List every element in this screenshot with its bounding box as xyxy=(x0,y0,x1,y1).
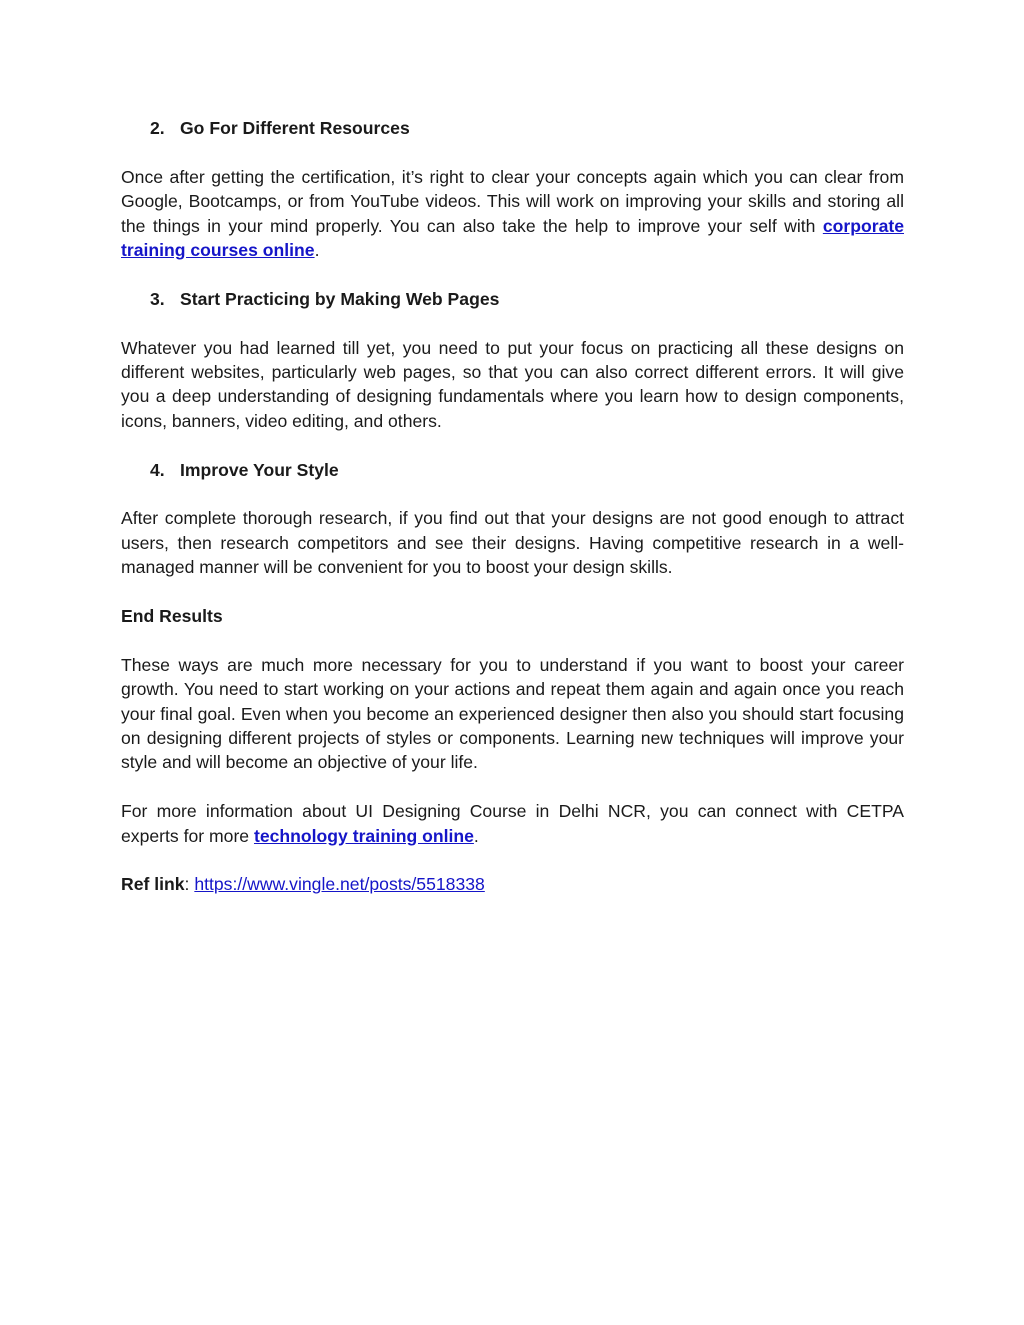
section-number: 4. xyxy=(150,459,165,480)
paragraph-text: Once after getting the certification, it’s right to clear your concepts again which you can clear from Google, Bootcamps, or from YouTube videos. This will work on improving your skills and storing all the things in your mind properly. You can also take the help to improve your self with xyxy=(121,166,904,236)
section-heading-2 xyxy=(121,116,904,140)
section-title: Improve Your Style xyxy=(180,459,339,480)
more-info-paragraph xyxy=(121,799,904,848)
ref-link-line xyxy=(121,872,904,896)
section-title: Go For Different Resources xyxy=(180,118,410,138)
section-number: 2. xyxy=(150,118,165,138)
ref-link-label: Ref link xyxy=(121,874,185,895)
section-heading-4 xyxy=(121,458,904,482)
end-results-heading: End Results xyxy=(121,606,223,627)
document-page xyxy=(121,116,904,921)
section-heading-3 xyxy=(121,287,904,311)
section-number: 3. xyxy=(150,288,165,309)
section-paragraph-3: Whatever you had learned till yet, you need to put your focus on practicing all these designs on different websites, particularly web pages, so that you can also correct different errors. It will give you a deep understanding of designing fundamentals where you learn how to design components, icons, banners, video editing, and others. xyxy=(121,337,904,431)
section-paragraph-4: After complete thorough research, if you find out that your designs are not good enough to attract users, then research competitors and see their designs. Having competitive research in a well-managed manner will be convenient for you to boost your design skills. xyxy=(121,508,904,578)
paragraph-text: For more information about UI Designing Course in Delhi NCR, you can connect with CETPA experts for more xyxy=(121,801,904,846)
section-paragraph-2 xyxy=(121,165,904,263)
paragraph-end: . xyxy=(473,825,479,846)
technology-training-link[interactable]: technology training online xyxy=(253,825,474,846)
end-results-paragraph: These ways are much more necessary for you to understand if you want to boost your career growth. You need to start working on your actions and repeat them again and again once you reach your final goal. Even when you become an experienced designer then also you should start focusing on designing different projects of styles or components. Learning new techniques will improve your style and will become an objective of your life. xyxy=(121,654,904,773)
ref-url-link[interactable]: https://www.vingle.net/posts/5518338 xyxy=(194,874,485,895)
section-title: Start Practicing by Making Web Pages xyxy=(180,288,500,309)
corporate-training-link[interactable]: corporate training courses online xyxy=(121,215,904,261)
paragraph-end: . xyxy=(314,240,320,261)
ref-separator: : xyxy=(184,874,195,895)
